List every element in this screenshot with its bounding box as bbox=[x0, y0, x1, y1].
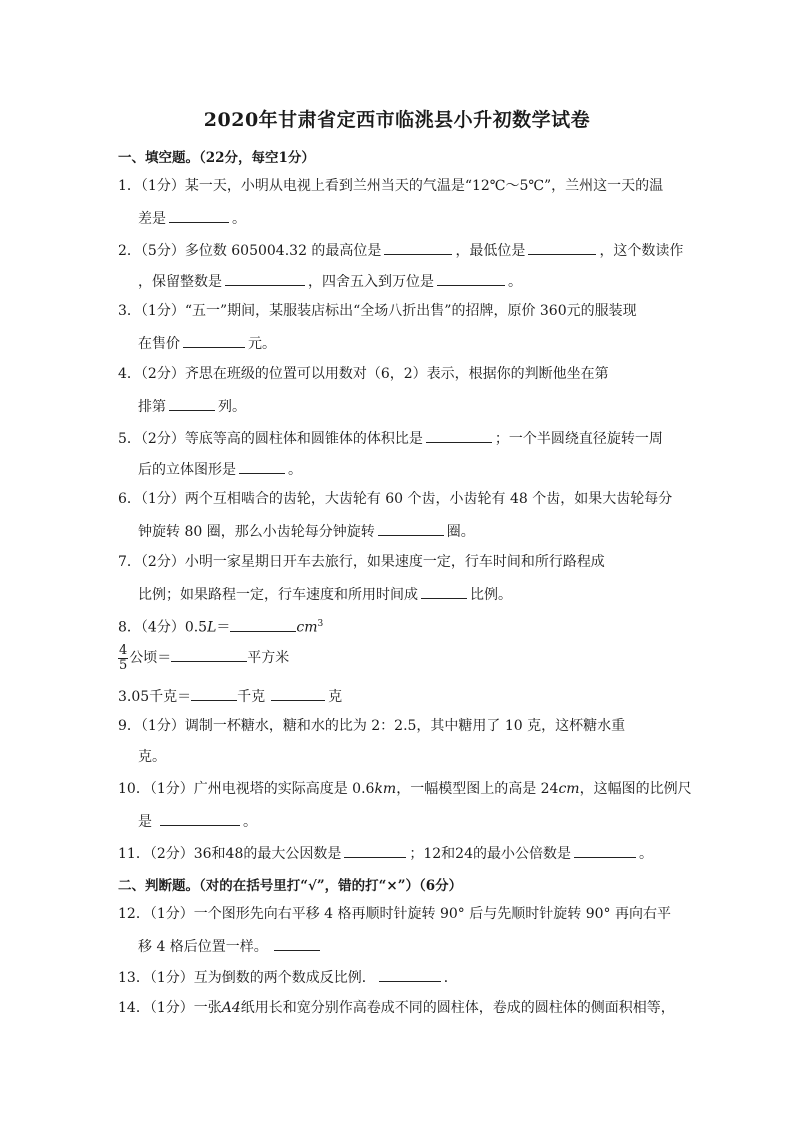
question-12-line-1: 12．（1分）一个图形先向右平移 4 格再顺时针旋转 90° 后与先顺时针旋转 90° 再向右平 bbox=[118, 906, 671, 922]
answer-blank[interactable] bbox=[169, 208, 229, 223]
answer-blank[interactable] bbox=[344, 843, 406, 858]
answer-blank[interactable] bbox=[191, 686, 237, 701]
question-4-line-1: 4．（2分）齐思在班级的位置可以用数对（6，2）表示，根据你的判断他坐在第 bbox=[118, 366, 609, 382]
question-4-line-2: 排第 列。 bbox=[138, 396, 246, 416]
question-10-line-2: 是 。 bbox=[138, 811, 257, 831]
question-9-line-2: 克。 bbox=[138, 749, 166, 765]
page-title: 2020年甘肃省定西市临洮县小升初数学试卷 bbox=[203, 109, 591, 131]
answer-blank[interactable] bbox=[160, 811, 240, 826]
question-7-line-1: 7．（2分）小明一家星期日开车去旅行，如果速度一定，行车时间和所行路程成 bbox=[118, 554, 605, 570]
question-8-line-1: 8．（4分）$0.5L= cm^3$ bbox=[118, 615, 323, 637]
answer-blank[interactable] bbox=[378, 521, 444, 536]
answer-blank[interactable] bbox=[225, 271, 305, 286]
answer-blank[interactable] bbox=[183, 333, 245, 348]
question-2-line-2: ，保留整数是 ，四舍五入到万位是 。 bbox=[138, 271, 522, 291]
answer-blank[interactable] bbox=[239, 459, 285, 474]
answer-blank[interactable] bbox=[421, 584, 467, 599]
question-11-line-1: 11．（2分）36和48的最大公因数是 ；12和24的最小公倍数是 。 bbox=[118, 843, 653, 863]
question-10-line-1: 10．（1分）广州电视塔的实际高度是 0.6km，一幅模型图上的高是 24cm，这幅图的比例尺 bbox=[118, 781, 692, 797]
question-14-line-1: 14．（1分）一张A4纸用长和宽分别作高卷成不同的圆柱体，卷成的圆柱体的侧面积相等， bbox=[118, 1000, 675, 1016]
question-2-line-1: 2．（5分）多位数 605004.32 的最高位是 ，最低位是 ，这个数读作 bbox=[118, 240, 683, 260]
section-heading-fill-in: 一、填空题。（22分，每空1分） bbox=[118, 150, 315, 166]
question-5-line-1: 5．（2分）等底等高的圆柱体和圆锥体的体积比是 ；一个半圆绕直径旋转一周 bbox=[118, 428, 663, 448]
question-1-line-2: 差是 。 bbox=[138, 208, 246, 228]
answer-blank[interactable] bbox=[384, 240, 452, 255]
question-5-line-2: 后的立体图形是 。 bbox=[138, 459, 302, 479]
answer-blank[interactable] bbox=[274, 936, 320, 951]
fraction: $\frac{4}{5}$ bbox=[119, 642, 128, 673]
question-12-line-2: 移 4 格后位置一样。 bbox=[138, 936, 323, 956]
question-3-line-1: 3．（1分）“五一”期间，某服装店标出“全场八折出售”的招牌，原价 360元的服装现 bbox=[118, 303, 637, 319]
question-7-line-2: 比例；如果路程一定，行车速度和所用时间成 比例。 bbox=[138, 584, 512, 604]
question-3-line-2: 在售价 元。 bbox=[138, 333, 276, 353]
question-6-line-1: 6．（1分）两个互相啮合的齿轮，大齿轮有 60 个齿，小齿轮有 48 个齿，如果大齿轮每分 bbox=[118, 491, 673, 507]
question-1-line-1: 1．（1分）某一天，小明从电视上看到兰州当天的气温是“12℃～5℃”，兰州这一天的温 bbox=[118, 178, 664, 194]
question-9-line-1: 9．（1分）调制一杯糖水，糖和水的比为 2：2.5，其中糖用了 10 克，这杯糖水重 bbox=[118, 718, 626, 734]
question-13-line-1: 13．（1分）互为倒数的两个数成反比例． ． bbox=[118, 967, 458, 987]
answer-blank[interactable] bbox=[171, 647, 247, 662]
question-6-line-2: 钟旋转 80 圈，那么小齿轮每分钟旋转 圈。 bbox=[138, 521, 475, 541]
answer-blank[interactable] bbox=[426, 428, 492, 443]
answer-blank[interactable] bbox=[379, 967, 441, 982]
question-8-line-2: $\frac{4}{5}$ 公顷＝ 平方米 bbox=[119, 642, 290, 673]
question-8-line-3: 3.05千克＝ 千克 克 bbox=[118, 686, 342, 706]
answer-blank[interactable] bbox=[574, 843, 636, 858]
answer-blank[interactable] bbox=[169, 396, 215, 411]
answer-blank[interactable] bbox=[437, 271, 505, 286]
answer-blank[interactable] bbox=[528, 240, 596, 255]
answer-blank[interactable] bbox=[271, 686, 325, 701]
answer-blank[interactable] bbox=[230, 617, 296, 632]
section-heading-true-false: 二、判断题。（对的在括号里打“√”，错的打“×”）（6分） bbox=[118, 878, 463, 894]
